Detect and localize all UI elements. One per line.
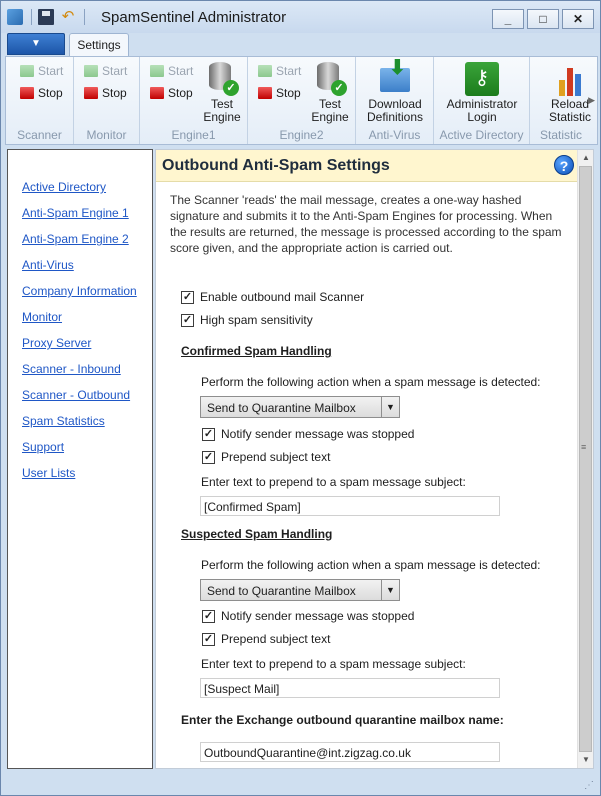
database-check-icon: ✓ bbox=[205, 62, 239, 96]
confirmed-action-prompt: Perform the following action when a spam message is detected: bbox=[201, 375, 541, 389]
qat-separator bbox=[31, 9, 32, 25]
confirmed-notify-checkbox[interactable]: ✓ bbox=[203, 427, 214, 440]
scroll-down-icon[interactable]: ▼ bbox=[582, 755, 590, 764]
enable-scanner-checkbox[interactable]: ✓ bbox=[182, 290, 193, 303]
key-icon: ⚷ bbox=[465, 62, 499, 96]
suspected-spam-heading: Suspected Spam Handling bbox=[181, 527, 333, 541]
suspected-action-prompt: Perform the following action when a spam message is detected: bbox=[201, 558, 541, 572]
nav-link-monitor[interactable]: Monitor bbox=[22, 310, 63, 324]
nav-link-company-information[interactable]: Company Information bbox=[22, 284, 137, 298]
suspected-notify-checkbox[interactable]: ✓ bbox=[203, 609, 214, 622]
confirmed-action-value: Send to Quarantine Mailbox bbox=[207, 401, 356, 415]
start-icon bbox=[258, 65, 272, 77]
nav-link-user-lists[interactable]: User Lists bbox=[22, 466, 76, 480]
enable-scanner-row[interactable] bbox=[181, 290, 364, 304]
enable-scanner-label: Enable outbound mail Scanner bbox=[200, 290, 365, 304]
nav-link-anti-spam-engine-2[interactable]: Anti-Spam Engine 2 bbox=[22, 232, 129, 246]
stop-icon bbox=[20, 87, 34, 99]
ribbon-group-scanner bbox=[6, 57, 74, 145]
scanner-start-button[interactable]: Start bbox=[20, 64, 63, 78]
dropdown-arrow-icon: ▼ bbox=[381, 397, 399, 417]
scanner-description: The Scanner 'reads' the mail message, creates a one-way hashed signature and submits it to the Anti-Spam Engines for processing. When the results are returned, the message is processed according to the spam score given, and the appropriate action is carried out. bbox=[170, 193, 562, 255]
start-icon bbox=[20, 65, 34, 77]
group-label: Engine2 bbox=[279, 128, 324, 142]
engine1-start-button[interactable]: Start bbox=[150, 64, 193, 78]
app-menu-button[interactable] bbox=[7, 33, 65, 55]
confirmed-prepend-checkbox[interactable]: ✓ bbox=[203, 450, 214, 463]
engine2-test-button[interactable]: ✓ Test Engine bbox=[308, 62, 352, 124]
stop-icon bbox=[150, 87, 164, 99]
maximize-button[interactable]: □ bbox=[527, 9, 559, 29]
help-icon[interactable]: ? bbox=[554, 155, 574, 175]
minimize-button[interactable]: _ bbox=[492, 9, 524, 29]
confirmed-prepend-label: Prepend subject text bbox=[221, 450, 331, 464]
ribbon-group-anti-virus bbox=[356, 57, 434, 145]
suspected-action-select[interactable] bbox=[200, 579, 400, 601]
navigation-pane bbox=[7, 149, 153, 769]
nav-link-active-directory[interactable]: Active Directory bbox=[22, 180, 107, 194]
suspected-prepend-row[interactable] bbox=[202, 632, 330, 646]
confirmed-prepend-text-input[interactable]: [Confirmed Spam] bbox=[200, 496, 500, 516]
grip-icon: ≡ bbox=[581, 442, 587, 452]
monitor-start-button[interactable]: Start bbox=[84, 64, 127, 78]
engine2-stop-button[interactable]: Stop bbox=[258, 86, 301, 100]
suspected-prepend-text-input[interactable]: [Suspect Mail] bbox=[200, 678, 500, 698]
group-label: Engine1 bbox=[171, 128, 216, 142]
title-bar bbox=[1, 1, 600, 33]
nav-link-support[interactable]: Support bbox=[22, 440, 65, 454]
group-label: Anti-Virus bbox=[368, 128, 421, 142]
group-label: Statistic bbox=[540, 128, 583, 142]
suspected-notify-label: Notify sender message was stopped bbox=[221, 609, 415, 623]
engine2-start-button[interactable]: Start bbox=[258, 64, 301, 78]
monitor-stop-button[interactable]: Stop bbox=[84, 86, 127, 100]
stop-icon bbox=[84, 87, 98, 99]
stop-icon bbox=[258, 87, 272, 99]
reload-statistic-button[interactable]: Reload Statistic bbox=[540, 62, 598, 124]
nav-link-anti-spam-engine-1[interactable]: Anti-Spam Engine 1 bbox=[22, 206, 129, 220]
scrollbar-thumb[interactable] bbox=[579, 166, 592, 752]
high-sensitivity-row[interactable] bbox=[181, 313, 313, 327]
database-check-icon: ✓ bbox=[313, 62, 347, 96]
status-bar bbox=[1, 773, 600, 795]
suspected-prepend-checkbox[interactable]: ✓ bbox=[203, 632, 214, 645]
confirmed-action-select[interactable] bbox=[200, 396, 400, 418]
save-icon[interactable] bbox=[38, 9, 54, 25]
quarantine-mailbox-label: Enter the Exchange outbound quarantine mailbox name: bbox=[181, 713, 504, 727]
qat-separator bbox=[84, 9, 85, 25]
download-definitions-button[interactable]: ⬇ Download Definitions bbox=[366, 57, 424, 124]
high-sensitivity-label: High spam sensitivity bbox=[200, 313, 313, 327]
nav-link-scanner-outbound[interactable]: Scanner - Outbound bbox=[22, 388, 131, 402]
close-button[interactable]: ✕ bbox=[562, 9, 594, 29]
ribbon-group-engine2 bbox=[248, 57, 356, 145]
ribbon-scroll-right-icon[interactable]: ▶ bbox=[588, 95, 595, 105]
suspected-prepend-prompt: Enter text to prepend to a spam message subject: bbox=[201, 657, 466, 671]
ribbon-group-active-directory bbox=[434, 57, 530, 145]
confirmed-notify-label: Notify sender message was stopped bbox=[221, 427, 415, 441]
ribbon-group-statistic bbox=[530, 57, 590, 145]
suspected-action-value: Send to Quarantine Mailbox bbox=[207, 584, 356, 598]
confirmed-prepend-prompt: Enter text to prepend to a spam message subject: bbox=[201, 475, 466, 489]
high-sensitivity-checkbox[interactable]: ✓ bbox=[182, 313, 193, 326]
ribbon-group-engine1 bbox=[140, 57, 248, 145]
nav-link-scanner-inbound[interactable]: Scanner - Inbound bbox=[22, 362, 121, 376]
settings-header bbox=[156, 150, 578, 182]
confirmed-spam-heading: Confirmed Spam Handling bbox=[181, 344, 332, 358]
confirmed-prepend-row[interactable] bbox=[202, 450, 330, 464]
resize-grip-icon[interactable]: ⋰ bbox=[584, 780, 594, 791]
ribbon-group-monitor bbox=[74, 57, 140, 145]
bar-chart-icon bbox=[553, 62, 587, 96]
dropdown-arrow-icon: ▼ bbox=[381, 580, 399, 600]
undo-icon[interactable]: ↶ bbox=[61, 8, 75, 25]
chevron-down-icon: ▼ bbox=[31, 38, 41, 49]
ribbon-tab-row bbox=[1, 33, 600, 57]
administrator-login-button[interactable]: ⚷ Administrator Login bbox=[440, 62, 524, 124]
nav-link-proxy-server[interactable]: Proxy Server bbox=[22, 336, 92, 350]
quick-access-toolbar bbox=[7, 9, 85, 25]
page-title: Outbound Anti-Spam Settings bbox=[162, 157, 390, 174]
settings-scrollbar[interactable] bbox=[577, 150, 593, 768]
engine1-stop-button[interactable]: Stop bbox=[150, 86, 193, 100]
suspected-notify-row[interactable] bbox=[202, 609, 414, 623]
quarantine-mailbox-input[interactable]: OutboundQuarantine@int.zigzag.co.uk bbox=[200, 742, 500, 762]
download-folder-icon: ⬇ bbox=[378, 62, 412, 96]
window-title: SpamSentinel Administrator bbox=[101, 9, 287, 26]
group-label: Active Directory bbox=[439, 128, 524, 142]
tab-settings[interactable]: Settings bbox=[69, 33, 129, 57]
suspected-prepend-label: Prepend subject text bbox=[221, 632, 331, 646]
group-label: Monitor bbox=[86, 128, 127, 142]
scanner-stop-button[interactable]: Stop bbox=[20, 86, 63, 100]
scroll-up-icon[interactable]: ▲ bbox=[582, 153, 590, 162]
confirmed-notify-row[interactable] bbox=[202, 427, 414, 441]
nav-link-anti-virus[interactable]: Anti-Virus bbox=[22, 258, 74, 272]
start-icon bbox=[150, 65, 164, 77]
ribbon bbox=[5, 56, 598, 145]
engine1-test-button[interactable]: ✓ Test Engine bbox=[200, 62, 244, 124]
window-controls bbox=[492, 9, 594, 29]
nav-link-spam-statistics[interactable]: Spam Statistics bbox=[22, 414, 105, 428]
group-label: Scanner bbox=[17, 128, 62, 142]
settings-pane bbox=[155, 149, 594, 769]
start-icon bbox=[84, 65, 98, 77]
app-icon[interactable] bbox=[7, 9, 23, 25]
